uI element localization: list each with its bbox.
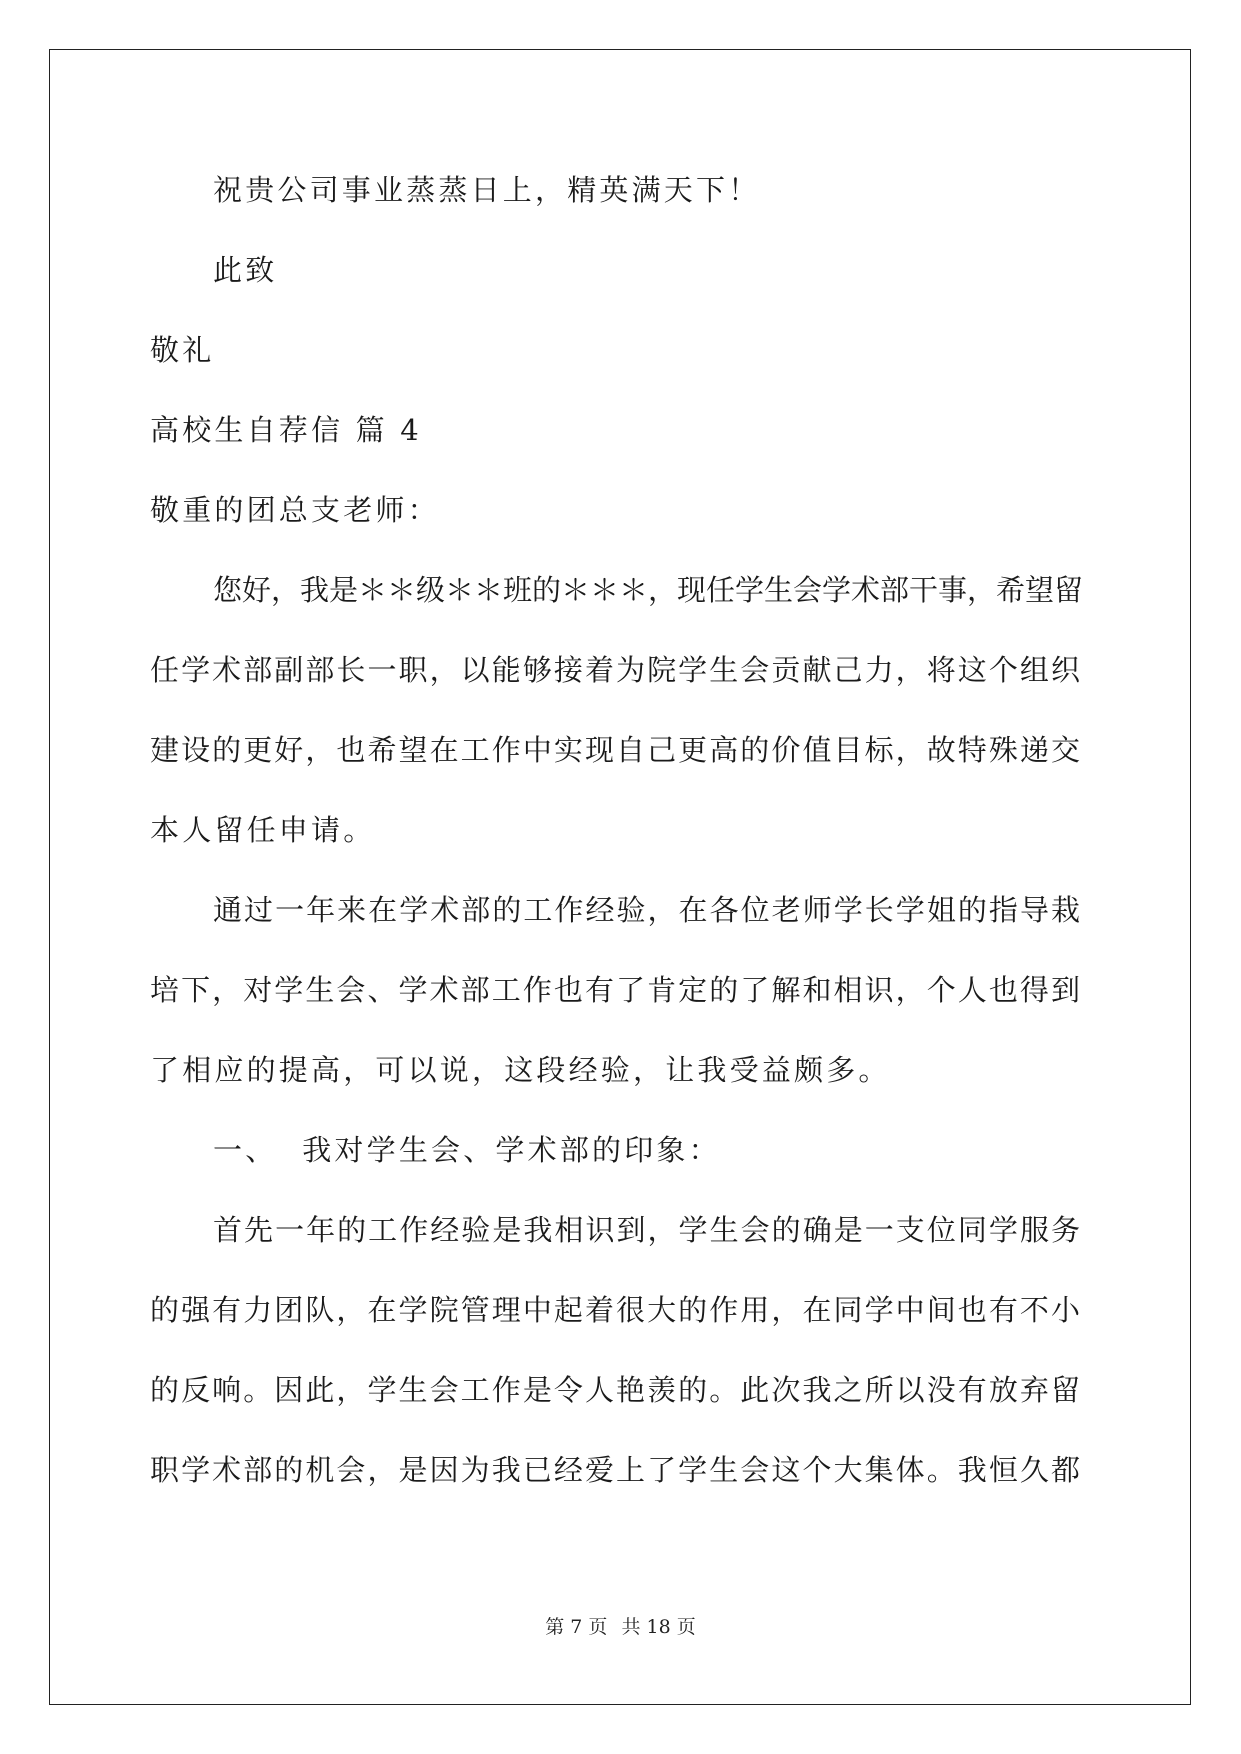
closing-salutation: 此致 xyxy=(213,253,278,287)
paragraph-line: 建设的更好，也希望在工作中实现自己更高的价值目标，故特殊递交 xyxy=(150,733,1080,767)
subsection-heading: 一、 我对学生会、学术部的印象： xyxy=(213,1133,721,1167)
page-number: 第 7 页 xyxy=(545,1616,608,1638)
paragraph-line: 的强有力团队，在学院管理中起着很大的作用，在同学中间也有不小 xyxy=(150,1293,1080,1327)
paragraph-line: 培下，对学生会、学术部工作也有了肯定的了解和相识，个人也得到 xyxy=(150,973,1080,1007)
paragraph-line: 本人留任申请。 xyxy=(150,813,376,847)
paragraph-line: 您好，我是＊＊级＊＊班的＊＊＊，现任学生会学术部干事，希望留 xyxy=(213,573,1084,607)
paragraph-line: 的反响。因此，学生会工作是令人艳羡的。此次我之所以没有放弃留 xyxy=(150,1373,1080,1407)
paragraph-line: 了相应的提高，可以说，这段经验，让我受益颇多。 xyxy=(150,1053,891,1087)
letter-addressee: 敬重的团总支老师： xyxy=(150,493,440,527)
paragraph-line: 任学术部副部长一职，以能够接着为院学生会贡献己力，将这个组织 xyxy=(150,653,1080,687)
closing-regards: 敬礼 xyxy=(150,333,215,367)
paragraph-line: 职学术部的机会，是因为我已经爱上了学生会这个大集体。我恒久都 xyxy=(150,1453,1080,1487)
paragraph-line: 通过一年来在学术部的工作经验，在各位老师学长学姐的指导栽 xyxy=(213,893,1080,927)
closing-wish: 祝贵公司事业蒸蒸日上，精英满天下！ xyxy=(213,173,761,207)
paragraph-line: 首先一年的工作经验是我相识到，学生会的确是一支位同学服务 xyxy=(213,1213,1080,1247)
page-total: 共 18 页 xyxy=(621,1616,696,1638)
page-footer xyxy=(0,1612,1241,1639)
section-heading: 高校生自荐信 篇 4 xyxy=(150,413,422,447)
